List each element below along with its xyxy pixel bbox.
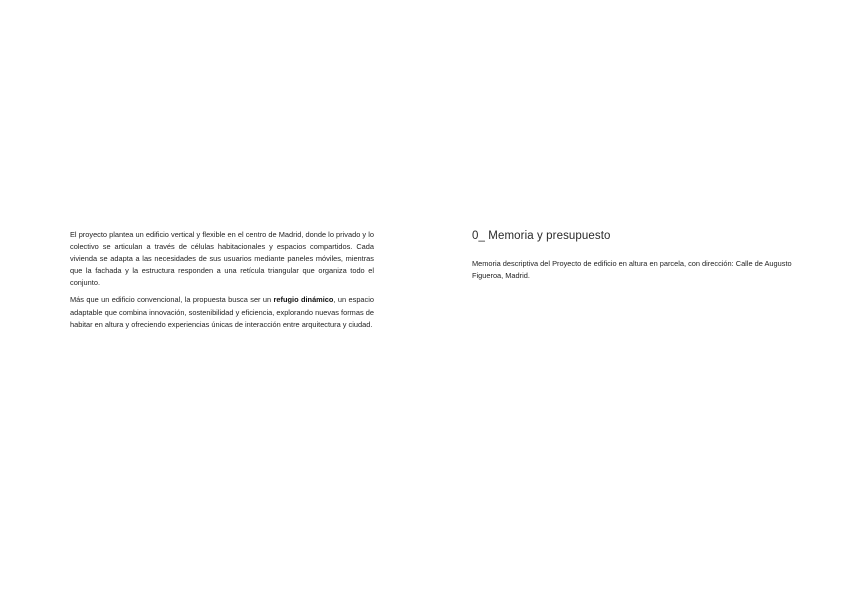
intro-text-block — [70, 229, 374, 336]
intro-paragraph-2-start: Más que un edificio convencional, la propuesta busca ser un — [70, 295, 274, 305]
section-title: 0_ Memoria y presupuesto — [472, 230, 611, 242]
section-block — [472, 229, 792, 282]
intro-paragraph-2 — [70, 294, 374, 330]
highlight-term: refugio dinámico — [273, 295, 334, 305]
intro-paragraph-1: El proyecto plantea un edificio vertical y flexible en el centro de Madrid, donde lo privado y lo colectivo se articulan a través de células habitacionales y espacios compartidos. Cada vivienda se adapta a las necesidades de sus usuarios mediante paneles móviles, mientras que la fachada y la estructura responden a una retícula triangular que organiza todo el conjunto. — [70, 230, 374, 288]
section-description: Memoria descriptiva del Proyecto de edificio en altura en parcela, con dirección: Calle de Augusto Figueroa, Madrid. — [472, 259, 792, 281]
intro-paragraph-2-end: , un espacio adaptable que combina innovación, sostenibilidad y eficiencia, explorando nuevas formas de habitar en altura y ofreciendo experiencias únicas de interacción entre arquitectura y ciudad. — [70, 295, 374, 329]
